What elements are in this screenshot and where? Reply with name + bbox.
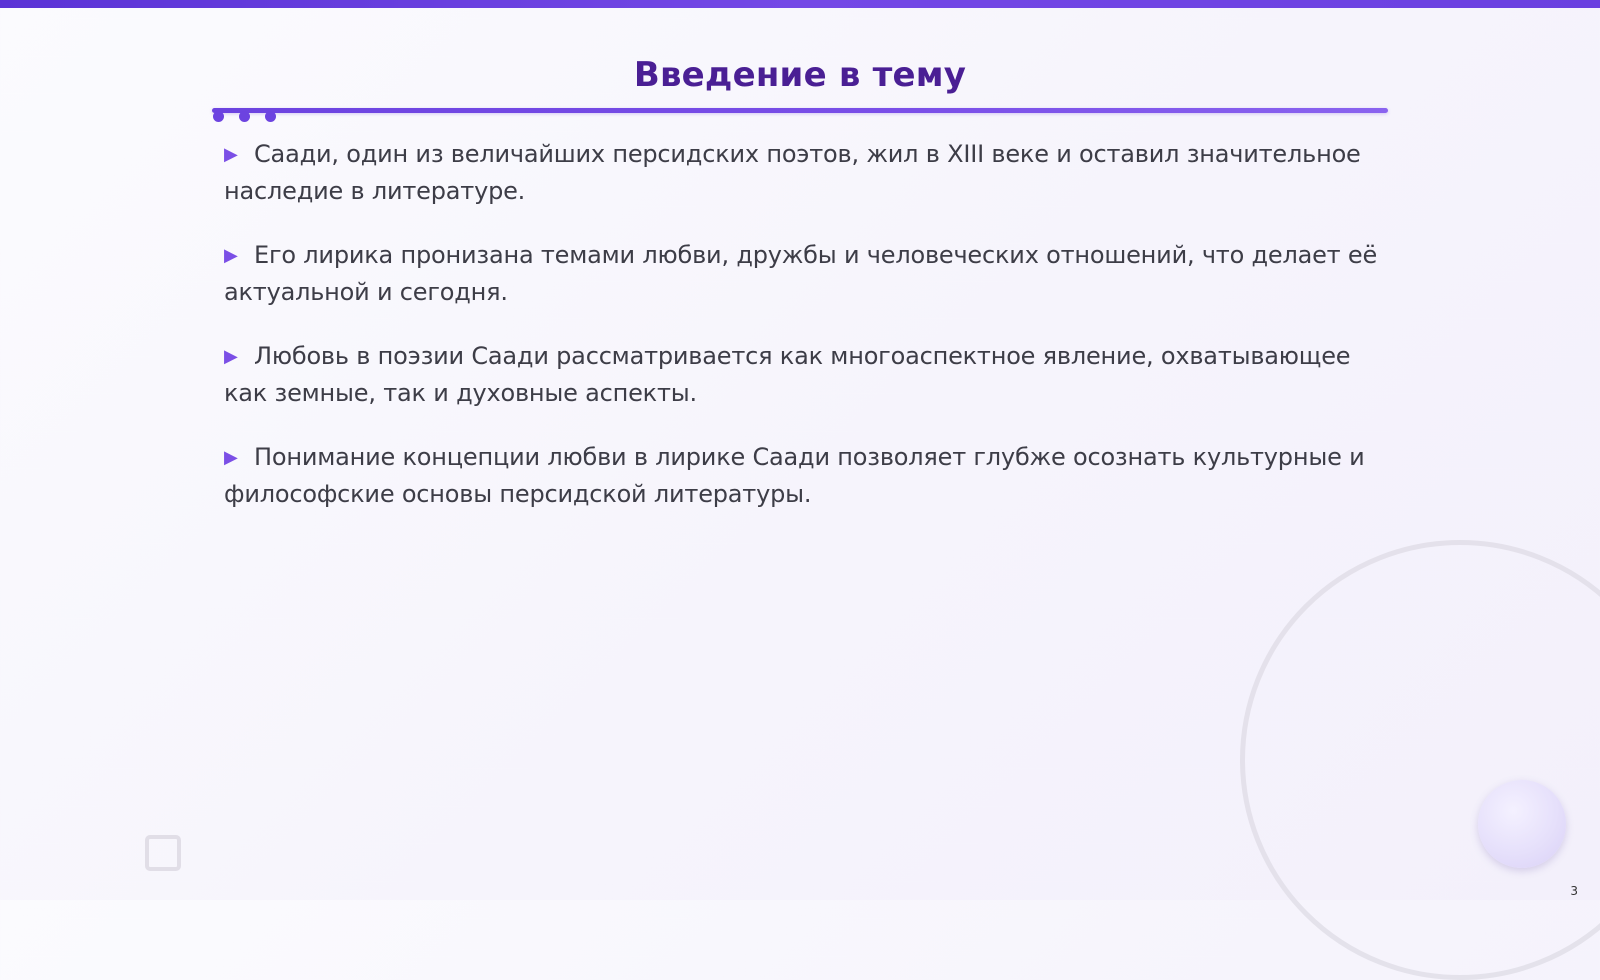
top-accent-bar xyxy=(0,0,1600,8)
bullet-item xyxy=(224,136,1394,209)
page-number: 3 xyxy=(1570,884,1578,898)
bullet-text: Его лирика пронизана темами любви, дружбы и человеческих отношений, что делает её актуальной и сегодня. xyxy=(224,241,1378,306)
bullet-item xyxy=(224,439,1394,512)
rule-dot-2 xyxy=(239,111,250,122)
triangle-right-icon: ▶ xyxy=(224,245,238,266)
slide-title: Введение в тему xyxy=(633,55,967,95)
title-underline xyxy=(212,108,1388,113)
triangle-right-icon: ▶ xyxy=(224,144,238,165)
rule-dot-1 xyxy=(213,111,224,122)
rule-dot-3 xyxy=(265,111,276,122)
triangle-right-icon: ▶ xyxy=(224,447,238,468)
bullet-item xyxy=(224,237,1394,310)
bullet-text: Саади, один из величайших персидских поэтов, жил в XIII веке и оставил значительное наследие в литературе. xyxy=(224,140,1361,205)
bullet-text: Любовь в поэзии Саади рассматривается как многоаспектное явление, охватывающее как земные, так и духовные аспекты. xyxy=(224,342,1351,407)
decorative-circle-filled xyxy=(1478,780,1566,868)
bullet-item xyxy=(224,338,1394,411)
bullet-list xyxy=(224,136,1394,540)
decorative-square-outline xyxy=(145,835,181,871)
decorative-circle-outline xyxy=(1240,540,1600,980)
bullet-text: Понимание концепции любви в лирике Саади позволяет глубже осознать культурные и философские основы персидской литературы. xyxy=(224,443,1365,508)
triangle-right-icon: ▶ xyxy=(224,346,238,367)
